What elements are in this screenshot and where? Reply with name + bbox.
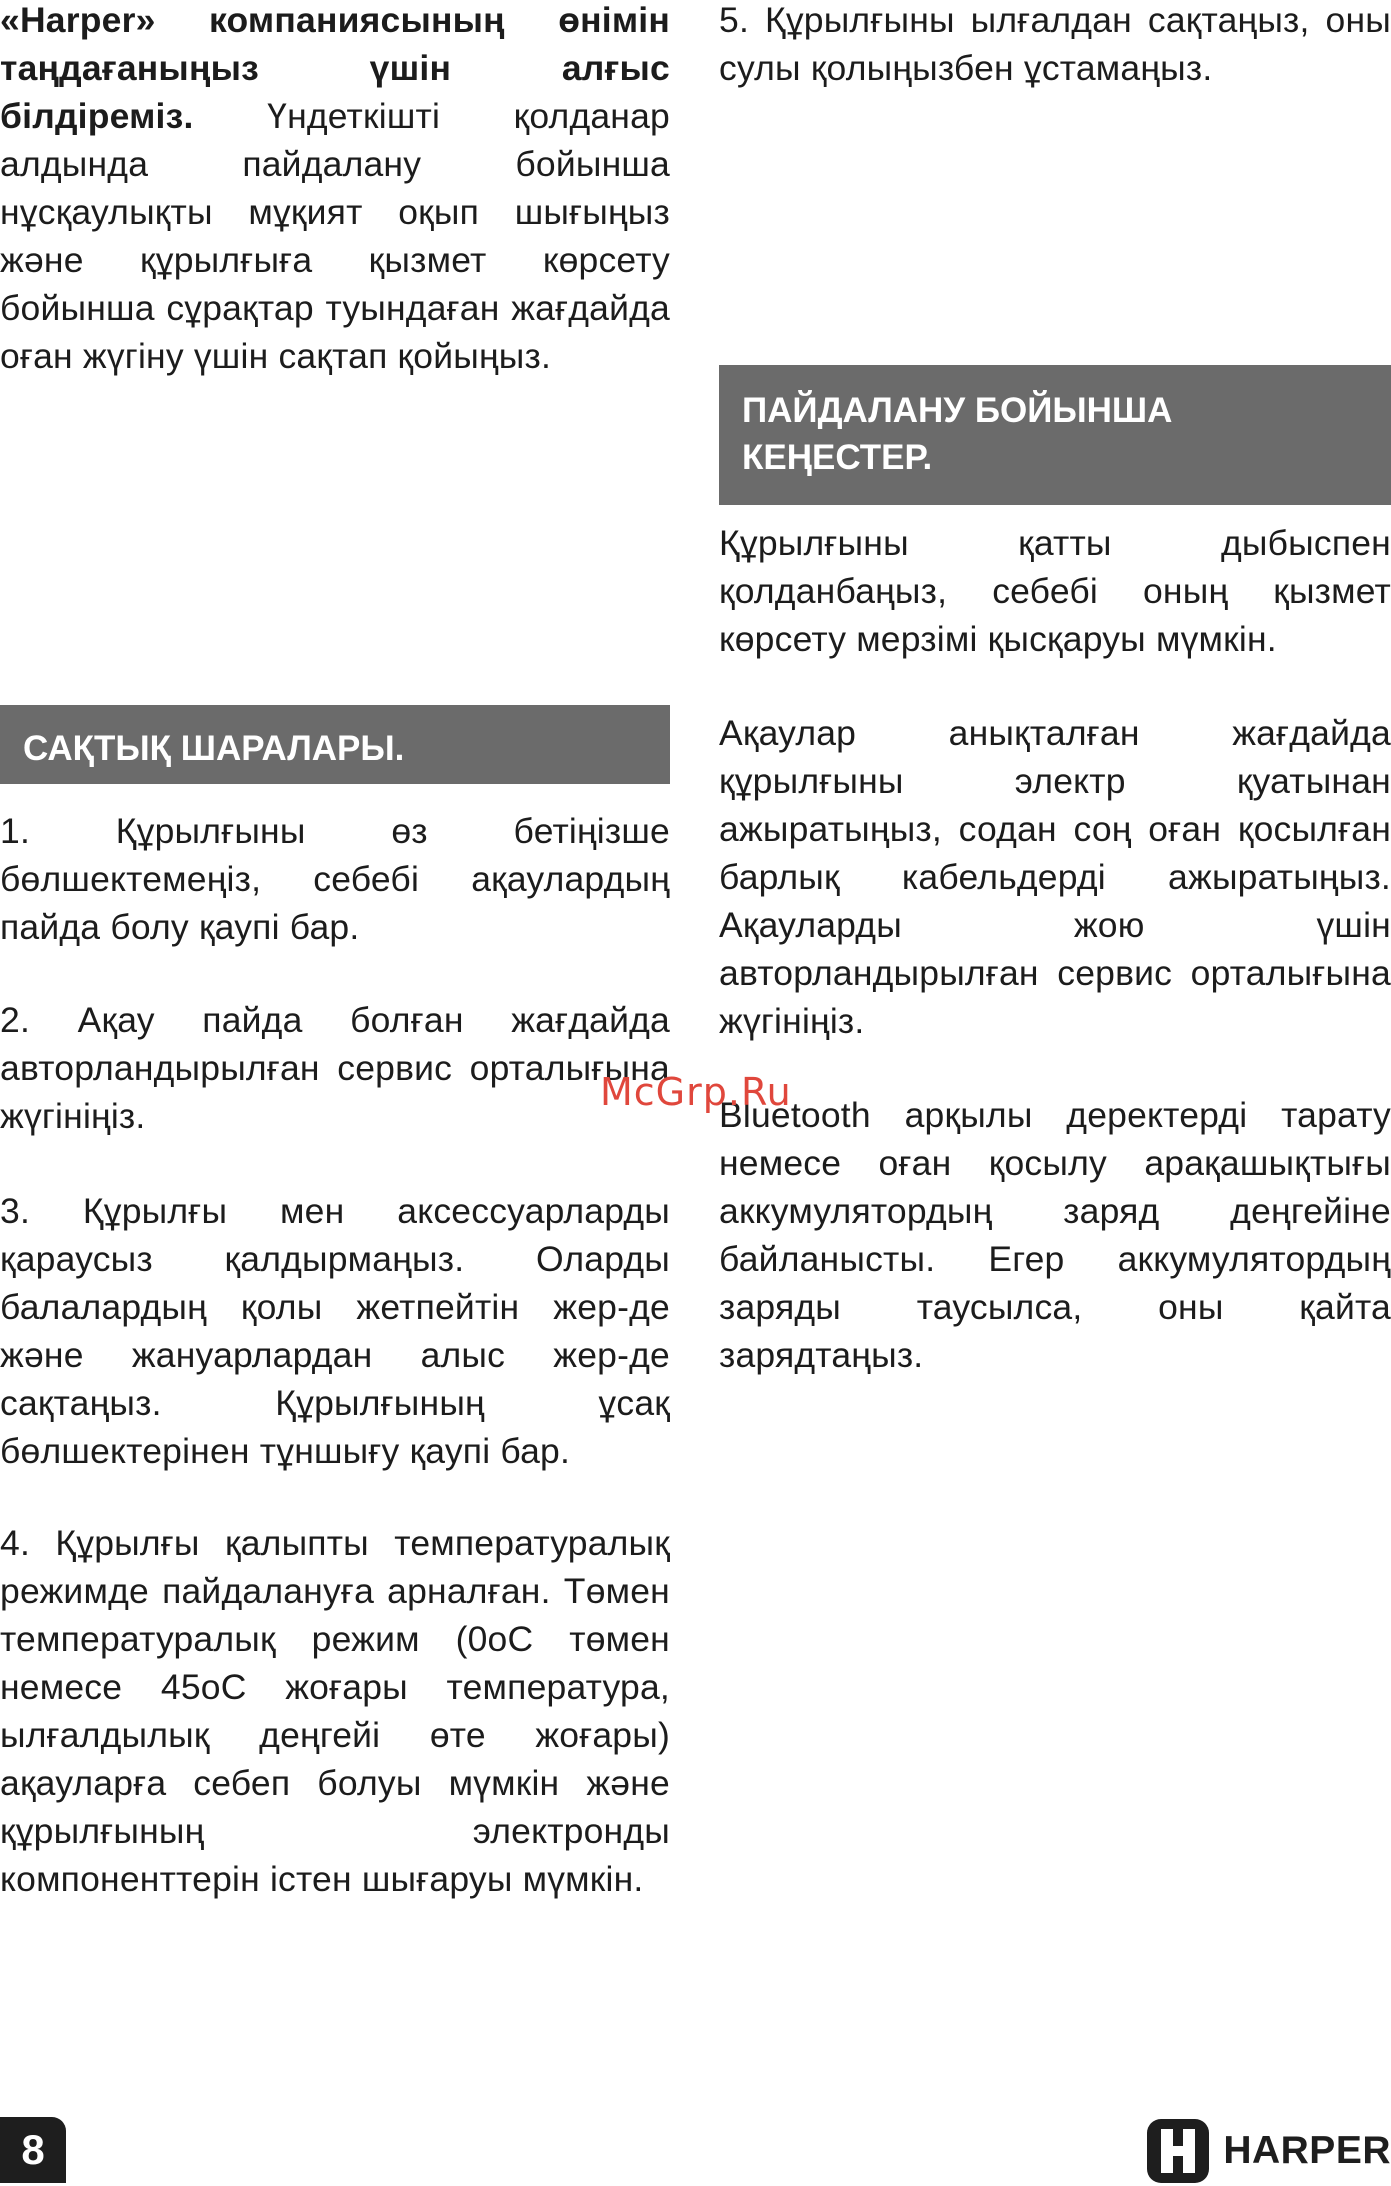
tips-heading — [719, 365, 1391, 505]
watermark: McGrp.Ru — [600, 1070, 792, 1114]
intro-text: Үндеткішті қолданар алдында пайдалану бойынша нұсқаулықты мұқият оқып шығыңыз және құрылғыға қызмет көрсету бойынша сұрақтар туындаған жағдайда оған жүгіну үшін сақтап қойыңыз. — [0, 96, 670, 376]
page-number: 8 — [0, 2117, 66, 2183]
safety-heading-text: САҚТЫҚ ШАРАЛАРЫ. — [23, 729, 405, 768]
tip-paragraph-3: Bluetooth арқылы деректерді тарату немесе оған қосылу арақашықтығы аккумулятордың заряд деңгейіне байланысты. Егер аккумулятордың заряды таусылса, оны қайта зарядтаңыз. — [719, 1095, 1391, 1375]
safety-item-3: 3. Құрылғы мен аксессуарларды қараусыз қалдырмаңыз. Оларды балалардың қолы жетпейтін жер-де және жануарлардан алыс жер-де сақтаңыз. Құрылғының ұсақ бөлшектерінен тұншығу қаупі бар. — [0, 1191, 670, 1471]
brand-name: HARPER — [1223, 2129, 1391, 2172]
tip-paragraph-2: Ақаулар анықталған жағдайда құрылғыны электр қуатынан ажыратыңыз, содан соң оған қосылған барлық кабельдерді ажыратыңыз. Ақауларды жою үшін авторландырылған сервис орталығына жүгініңіз. — [719, 713, 1391, 1041]
safety-item-1: 1. Құрылғыны өз бетіңізше бөлшектемеңіз, себебі ақаулардың пайда болу қаупі бар. — [0, 811, 670, 947]
intro-paragraph — [0, 0, 670, 380]
safety-item-2: 2. Ақау пайда болған жағдайда авторландырылған сервис орталығына жүгініңіз. — [0, 1000, 670, 1136]
tips-heading-line-1: ПАЙДАЛАНУ БОЙЫНША — [742, 391, 1173, 430]
tip-paragraph-1: Құрылғыны қатты дыбыспен қолданбаңыз, себебі оның қызмет көрсету мерзімі қысқаруы мүмкін. — [719, 523, 1391, 659]
safety-item-5: 5. Құрылғыны ылғалдан сақтаңыз, оны сулы қолыңызбен ұстамаңыз. — [719, 0, 1391, 88]
intro-bold-text: «Harper» компаниясының өнімін таңдағаныңыз үшін алғыс білдіреміз. — [0, 0, 670, 136]
tips-heading-line-2: КЕҢЕСТЕР. — [742, 438, 933, 477]
safety-heading — [0, 705, 670, 784]
safety-item-4: 4. Құрылғы қалыпты температуралық режимде пайдалануға арналған. Төмен температуралық режим (0оС төмен немесе 45оС жоғары температура, ылғалдылық деңгейі өте жоғары) ақауларға себеп болуы мүмкін және құрылғының электронды компоненттерін істен шығаруы мүмкін. — [0, 1523, 670, 1899]
brand-logo — [1147, 2118, 1391, 2184]
harper-h-icon — [1147, 2119, 1209, 2183]
